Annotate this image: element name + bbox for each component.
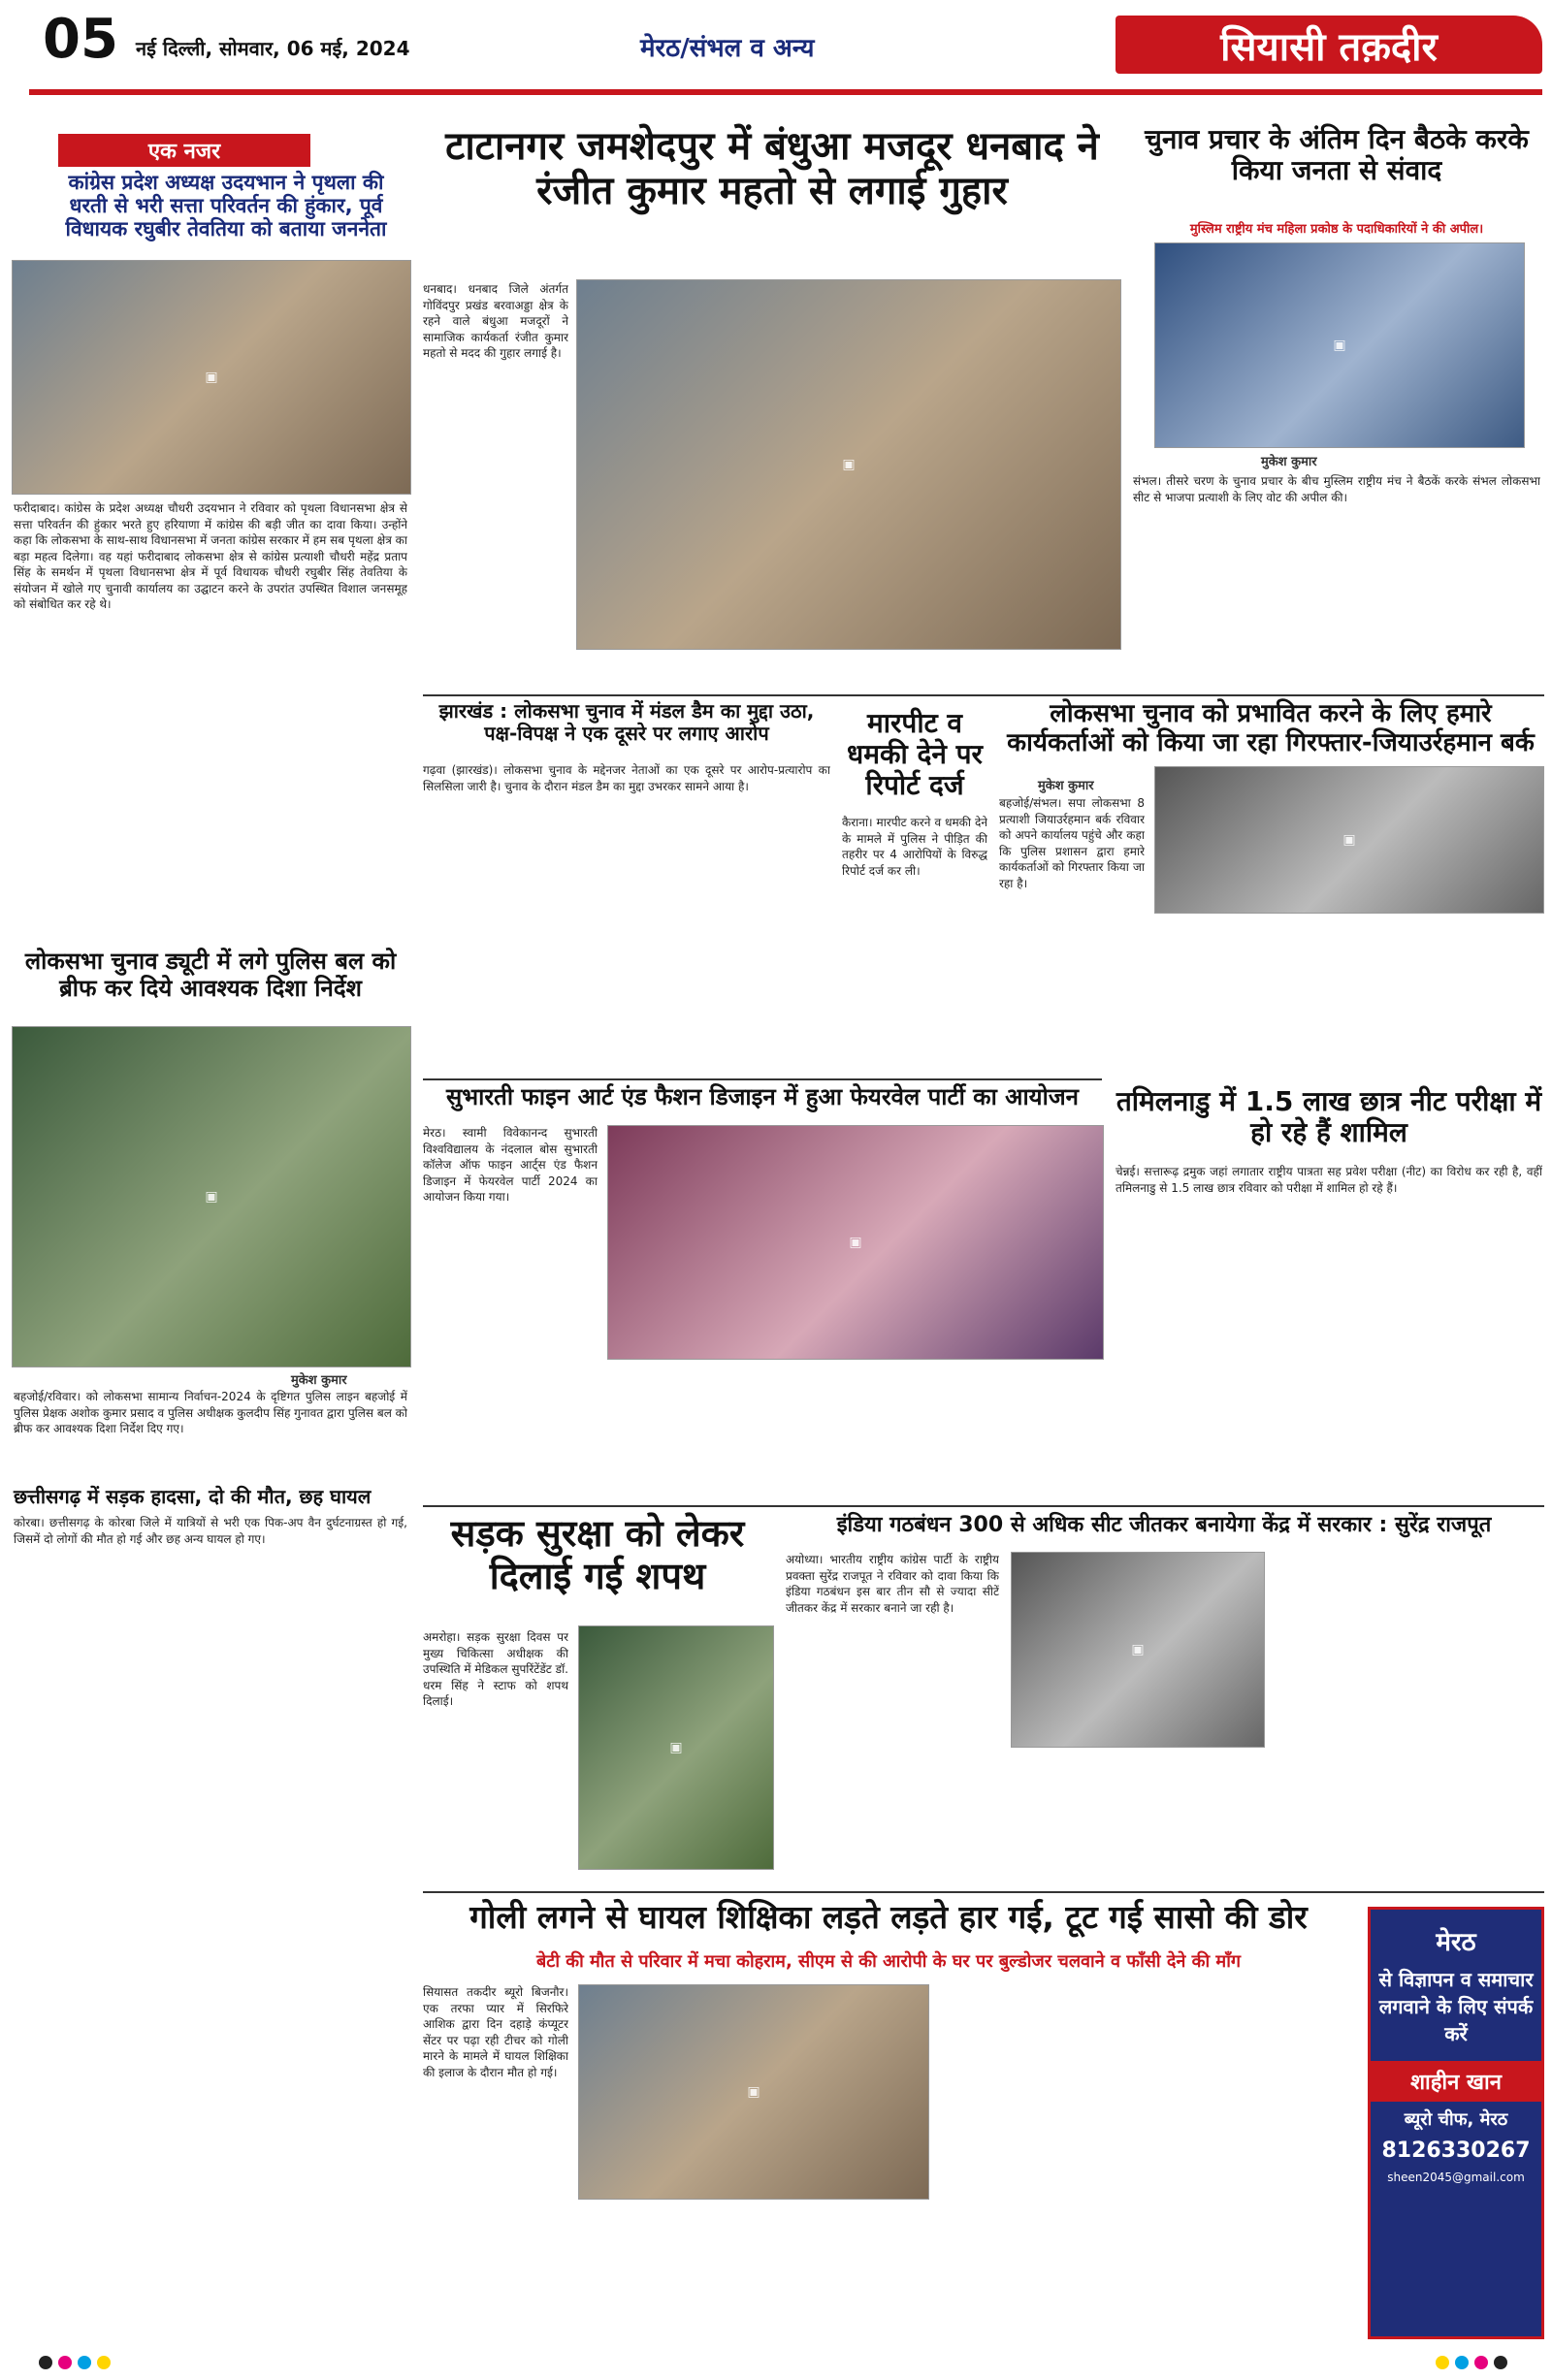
bottom-subhead: बेटी की मौत से परिवार में मचा कोहराम, सीएम से की आरोपी के घर पर बुल्डोजर चलवाने व फाँसी देने की माँग	[536, 1951, 1241, 1972]
divider	[423, 1891, 1544, 1893]
right-mid-body: बहजोई/संभल। सपा लोकसभा 8 प्रत्याशी जियाउर्रहमान बर्क रविवार को अपने कार्यालय पहुंचे और कहा कि पुलिस प्रशासन द्वारा हमारे कार्यकर्ताओं को गिरफ्तार किया जा रहा है।	[999, 796, 1145, 890]
road-safety-body: अमरोहा। सड़क सुरक्षा दिवस पर मुख्य चिकित्सा अधीक्षक की उपस्थिति में मेडिकल सुपरिंटेंडेंट डॉ. धरम सिंह ने स्टाफ को शपथ दिलाई।	[423, 1630, 568, 1709]
ad-email: sheen2045@gmail.com	[1387, 2171, 1525, 2184]
india-alliance-headline: इंडिया गठबंधन 300 से अधिक सीट जीतकर बनायेगा केंद्र में सरकार : सुरेंद्र राजपूत	[836, 1513, 1492, 1537]
left-headline-3: छत्तीसगढ़ में सड़क हादसा, दो की मौत, छह घायल	[14, 1485, 372, 1508]
right-top-headline: चुनाव प्रचार के अंतिम दिन बैठके करके किया जनता से संवाद	[1145, 123, 1529, 187]
byline-right-top: मुकेश कुमार	[1261, 455, 1317, 469]
masthead	[0, 0, 1552, 93]
newspaper-brand: सियासी तक़दीर	[1116, 16, 1542, 74]
jharkhand-headline: झारखंड : लोकसभा चुनाव में मंडल डैम का मुद्दा उठा, पक्ष-विपक्ष ने एक दूसरे पर लगाए आरोप	[438, 699, 815, 745]
road-safety-headline: सड़क सुरक्षा को लेकर दिलाई गई शपथ	[450, 1512, 745, 1597]
dateline: नई दिल्ली, सोमवार, 06 मई, 2024	[136, 37, 410, 60]
byline-left-2: मुकेश कुमार	[291, 1373, 347, 1388]
police-photo: ▣	[12, 1026, 411, 1367]
section-title: मेरठ/संभल व अन्य	[640, 34, 815, 63]
bottom-headline: गोली लगने से घायल शिक्षिका लड़ते लड़ते हार गई, टूट गई सासो की डोर	[469, 1898, 1308, 1936]
divider	[423, 1078, 1102, 1080]
left-photo: ▣	[12, 260, 411, 495]
marpeet-headline: मारपीट व धमकी देने पर रिपोर्ट दर्ज	[847, 707, 983, 802]
india-alliance-body: अयोध्या। भारतीय राष्ट्रीय कांग्रेस पार्टी के राष्ट्रीय प्रवक्ता सुरेंद्र राजपूत ने रविवार को दावा किया कि इंडिया गठबंधन इस बार तीन सौ से ज्यादा सीटें जीतकर केंद्र में सरकार बनाने जा रही है।	[786, 1553, 999, 1615]
divider	[423, 1505, 1544, 1507]
fashion-headline: सुभारती फाइन आर्ट एंड फैशन डिजाइन में हुआ फेयरवेल पार्टी का आयोजन	[446, 1083, 1079, 1110]
rajput-photo: ▣	[1011, 1552, 1265, 1748]
lead-photo: ▣	[576, 279, 1121, 650]
ad-text: से विज्ञापन व समाचार लगवाने के लिए संपर्क करें	[1378, 1968, 1534, 2045]
lead-headline: टाटानगर जमशेदपुर में बंधुआ मजदूर धनबाद ने रंजीत कुमार महतो से लगाई गुहार	[445, 124, 1099, 213]
color-registration-bar	[0, 2347, 1552, 2380]
marpeet-body: कैराना। मारपीट करने व धमकी देने के मामले में पुलिस ने पीड़ित की तहरीर पर 4 आरोपियों के विरुद्ध रिपोर्ट दर्ज कर ली।	[842, 816, 987, 878]
left-body-2: बहजोई/रविवार। को लोकसभा सामान्य निर्वाचन-2024 के दृष्टिगत पुलिस लाइन बहजोई में पुलिस प्रेक्षक अशोक कुमार प्रसाद व पुलिस अधीक्षक कुलदीप सिंह गुनावत द्वारा पुलिस बल को ब्रीफ कर आवश्यक दिशा निर्देश दिए गए।	[14, 1390, 407, 1436]
neet-headline: तमिलनाडु में 1.5 लाख छात्र नीट परीक्षा में हो रहे हैं शामिल	[1116, 1085, 1542, 1149]
neet-body: चेन्नई। सत्तारूढ़ द्रमुक जहां लगातार राष्ट्रीय पात्रता सह प्रवेश परीक्षा (नीट) का विरोध कर रही है, वहीं तमिलनाडु से 1.5 लाख छात्र रविवार को परीक्षा में शामिल हो रहे हैं।	[1116, 1165, 1542, 1195]
left-headline: कांग्रेस प्रदेश अध्यक्ष उदयभान ने पृथला की धरती से भरी सत्ता परिवर्तन की हुंकार, पूर्व विधायक रघुबीर तेवतिया को बताया जननेता	[65, 171, 387, 241]
registration-dots-right	[1436, 2355, 1513, 2373]
ad-contact-name: शाहीन खान	[1371, 2061, 1541, 2102]
fashion-photo: ▣	[607, 1125, 1104, 1360]
registration-dots-left	[39, 2355, 116, 2373]
road-safety-photo: ▣	[578, 1625, 774, 1870]
ek-nazar-tag: एक नजर	[58, 134, 310, 167]
bottom-body: सियासत तकदीर ब्यूरो बिजनौर। एक तरफा प्यार में सिरफिरे आशिक द्वारा दिन दहाड़े कंप्यूटर सेंटर पर पढ़ा रही टीचर को गोली मारने के मामले में घायल शिक्षिका की इलाज के दौरान मौत हो गई।	[423, 1985, 568, 2079]
right-top-subhead: मुस्लिम राष्ट्रीय मंच महिला प्रकोष्ठ के पदाधिकारियों ने की अपील।	[1189, 222, 1484, 237]
left-body: फरीदाबाद। कांग्रेस के प्रदेश अध्यक्ष चौधरी उदयभान ने रविवार को पृथला विधानसभा क्षेत्र से सत्ता परिवर्तन की हुंकार भरते हुए हरियाणा में कांग्रेस की बड़ी जीत का दावा किया। उन्होंने कहा कि लोकसभा के साथ-साथ विधानसभा में जनता कांग्रेस सरकार में हम सब पृथला क्षेत्र का बड़ा महत्व दिलेगा। वह यहां फरीदाबाद लोकसभा क्षेत्र से कांग्रेस प्रत्याशी चौधरी महेंद्र प्रताप सिंह के समर्थन में पृथला विधानसभा क्षेत्र में पूर्व विधायक चौधरी रघुबीर सिंह तेवतिया के संयोजन में खोले गए चुनावी कार्यालय का उद्घाटन करने के उपरांत उपस्थित विशाल जनसमूह को संबोधित कर रहे थे।	[14, 501, 407, 612]
right-mid-headline: लोकसभा चुनाव को प्रभावित करने के लिए हमारे कार्यकर्ताओं को किया जा रहा गिरफ्तार-जियाउर्रहमान बर्क	[1007, 699, 1535, 757]
byline-right-mid: मुकेश कुमार	[1038, 779, 1094, 793]
fashion-body: मेरठ। स्वामी विवेकानन्द सुभारती विश्वविद्यालय के नंदलाल बोस सुभारती कॉलेज ऑफ फाइन आर्ट्स एंड फैशन डिजाइन में फेयरवेल पार्टी 2024 का आयोजन किया गया।	[423, 1126, 598, 1205]
left-body-3: कोरबा। छत्तीसगढ़ के कोरबा जिले में यात्रियों से भरी एक पिक-अप वैन दुर्घटनाग्रस्त हो गई, जिसमें दो लोगों की मौत हो गई और छह अन्य घायल हो गए।	[14, 1516, 407, 1546]
ad-contact-role: ब्यूरो चीफ, मेरठ	[1404, 2109, 1508, 2130]
left-headline-2: लोकसभा चुनाव ड्यूटी में लगे पुलिस बल को ब्रीफ कर दिये आवश्यक दिशा निर्देश	[24, 948, 397, 1002]
divider	[423, 694, 1544, 696]
bottom-photo: ▣	[578, 1984, 929, 2200]
masthead-rule	[29, 89, 1542, 95]
right-top-photo: ▣	[1154, 242, 1525, 448]
jharkhand-body: गढ़वा (झारखंड)। लोकसभा चुनाव के मद्देनजर नेताओं का एक दूसरे पर आरोप-प्रत्यारोप का सिलसिला जारी है। चुनाव के दौरान मंडल डैम का मुद्दा उभरकर सामने आया है।	[423, 763, 830, 793]
right-mid-photo: ▣	[1154, 766, 1544, 914]
ad-city: मेरठ	[1436, 1928, 1476, 1957]
lead-body: धनबाद। धनबाद जिले अंतर्गत गोविंदपुर प्रखंड बरवाअड्डा क्षेत्र के रहने वाले बंधुआ मजदूरों ने सामाजिक कार्यकर्ता रंजीत कुमार महतो से मदद की गुहार लगाई है।	[423, 282, 568, 361]
advertisement-box	[1368, 1907, 1544, 2339]
ad-phone: 8126330267	[1381, 2139, 1531, 2163]
page-number: 05	[43, 8, 118, 71]
right-top-body: संभल। तीसरे चरण के चुनाव प्रचार के बीच मुस्लिम राष्ट्रीय मंच ने बैठकें करके संभल लोकसभा सीट से भाजपा प्रत्याशी के लिए वोट की अपील की।	[1133, 474, 1540, 504]
